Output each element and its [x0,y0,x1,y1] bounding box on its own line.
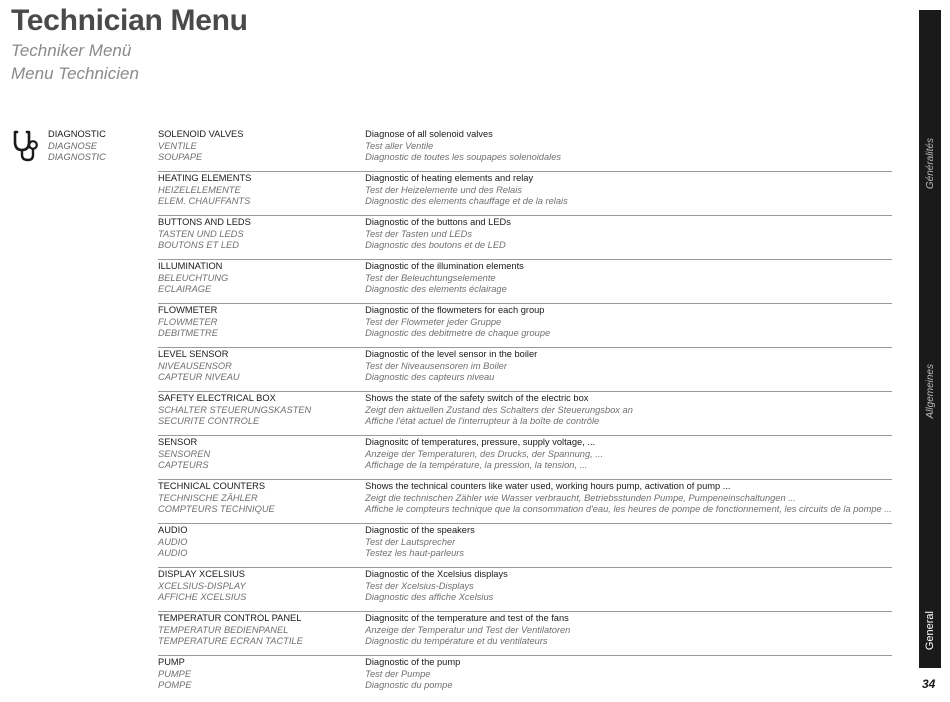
category-de: DIAGNOSE [48,140,98,151]
item-name-cell [158,260,365,304]
item-description-fr: Diagnostic des affiche Xcelsius [365,592,494,603]
item-description-de: Zeigt den aktuellen Zustand des Schalters der Steuerungsbox an [365,404,633,415]
table-row [158,524,892,568]
item-name-en: TECHNICAL COUNTERS [158,481,266,491]
item-description-en: Shows the technical counters like water used, working hours pump, activation of pump ... [365,481,731,491]
item-description-en: Diagnositc of the temperature and test of the fans [365,613,569,623]
item-name-en: FLOWMETER [158,305,218,315]
item-description-cell [365,480,892,524]
item-name-en: SAFETY ELECTRICAL BOX [158,393,276,403]
item-name-en: DISPLAY XCELSIUS [158,569,245,579]
item-description-de: Zeigt die technischen Zähler wie Wasser verbraucht, Betriebsstunden Pumpe, Pumpeneinschaltungen ... [365,492,796,503]
item-name-en: SOLENOID VALVES [158,129,244,139]
item-name-fr: SOUPAPE [158,152,203,163]
item-name-en: AUDIO [158,525,188,535]
item-name-en: BUTTONS AND LEDS [158,217,251,227]
category-fr: DIAGNOSTIC [48,152,106,163]
item-name-en: TEMPERATUR CONTROL PANEL [158,613,302,623]
item-description-en: Shows the state of the safety switch of the electric box [365,393,589,403]
item-description-fr: Diagnostic des elements éclairage [365,284,507,295]
item-name-fr: POMPE [158,680,192,691]
table-row [158,656,892,700]
item-name-fr: BOUTONS ET LED [158,240,239,251]
table-row [158,260,892,304]
item-description-en: Diagnose of all solenoid valves [365,129,493,139]
item-description-en: Diagnostic of the flowmeters for each group [365,305,545,315]
item-name-cell [158,392,365,436]
item-name-fr: COMPTEURS TECHNIQUE [158,504,275,515]
item-name-fr: CAPTEURS [158,460,209,471]
item-description-en: Diagnostic of heating elements and relay [365,173,534,183]
item-name-de: NIVEAUSENSOR [158,360,232,371]
item-name-cell [158,568,365,612]
item-description-cell [365,524,892,568]
item-name-cell [158,656,365,700]
item-description-cell [365,612,892,656]
table-row [158,568,892,612]
item-name-de: PUMPE [158,668,192,679]
item-description-fr: Diagnostic des debitmetre de chaque groupe [365,328,551,339]
item-description-en: Diagnostic of the level sensor in the boiler [365,349,538,359]
item-name-en: SENSOR [158,437,198,447]
item-description-cell [365,392,892,436]
item-name-cell [158,480,365,524]
item-description-fr: Testez les haut-parleurs [365,548,465,559]
item-name-de: AUDIO [158,536,188,547]
item-name-en: HEATING ELEMENTS [158,173,252,183]
item-description-de: Test der Xcelsius-Displays [365,580,474,591]
page-subtitle-fr: Menu Technicien [11,64,139,83]
item-description-fr: Diagnostic des boutons et de LED [365,240,506,251]
item-description-de: Test der Niveausensoren im Boiler [365,360,507,371]
item-description-de: Test der Beleuchtungselemente [365,272,496,283]
item-description-en: Diagnostic of the speakers [365,525,475,535]
page-number: 34 [922,677,936,691]
stethoscope-icon [13,130,41,162]
item-description-en: Diagnostic of the pump [365,657,461,667]
item-description-de: Test aller Ventile [365,140,434,151]
item-description-de: Test der Heizelemente und des Relais [365,184,522,195]
item-description-cell [365,172,892,216]
item-description-en: Diagnostic of the buttons and LEDs [365,217,511,227]
sidebar-label-fr: Généralités [924,138,936,190]
table-row [158,348,892,392]
item-description-de: Test der Flowmeter jeder Gruppe [365,316,502,327]
item-name-de: SENSOREN [158,448,211,459]
item-name-de: SCHALTER STEUERUNGSKASTEN [158,404,312,415]
item-description-en: Diagnostic of the illumination elements [365,261,524,271]
sidebar-label-de: Allgemeines [924,364,936,419]
item-name-fr: AFFICHE XCELSIUS [158,592,247,603]
item-name-cell [158,348,365,392]
item-description-cell [365,128,892,172]
page-title: Technician Menu [11,4,248,37]
item-description-fr: Diagnostic des elements chauffage et de la relais [365,196,568,207]
sidebar-label-en: General [924,611,936,651]
item-name-de: BELEUCHTUNG [158,272,229,283]
item-name-fr: DEBITMETRE [158,328,218,339]
item-name-cell [158,172,365,216]
item-description-de: Anzeige der Temperaturen, des Drucks, der Spannung, ... [365,448,604,459]
item-description-fr: Diagnostic du température et du ventilateurs [365,636,548,647]
item-name-de: HEIZELELEMENTE [158,184,241,195]
item-name-fr: ELEM. CHAUFFANTS [158,196,251,207]
category-en: DIAGNOSTIC [48,129,106,139]
item-name-cell [158,524,365,568]
item-description-en: Diagnostic of the Xcelsius displays [365,569,508,579]
item-name-fr: ECLAIRAGE [158,284,212,295]
table-row [158,392,892,436]
item-name-cell [158,128,365,172]
table-row [158,480,892,524]
item-description-fr: Diagnostic des capteurs niveau [365,372,495,383]
item-description-cell [365,260,892,304]
item-name-cell [158,304,365,348]
category-label [48,129,106,164]
item-description-fr: Affichage de la température, la pression, la tension, ... [365,460,588,471]
item-description-de: Test der Lautsprecher [365,536,456,547]
item-name-en: PUMP [158,657,185,667]
item-description-fr: Affiche le compteurs technique que la consommation d'eau, les heures de pompe de fonctionnement, les circuits de la pompe ... [365,504,892,515]
page-subtitle-de: Techniker Menü [11,41,132,60]
item-description-de: Test der Pumpe [365,668,431,679]
item-description-cell [365,436,892,480]
item-name-fr: TEMPERATURE ECRAN TACTILE [158,636,303,647]
item-description-cell [365,216,892,260]
item-description-cell [365,348,892,392]
item-name-de: VENTILE [158,140,197,151]
item-description-fr: Diagnostic de toutes les soupapes solenoidales [365,152,562,163]
item-name-en: ILLUMINATION [158,261,223,271]
table-row [158,436,892,480]
item-name-cell [158,612,365,656]
item-name-de: TASTEN UND LEDS [158,228,244,239]
item-name-de: TECHNISCHE ZÄHLER [158,492,258,503]
item-name-fr: SECURITE CONTROLE [158,416,260,427]
item-description-fr: Affiche l'état actuel de l'interrupteur à la boîte de contrôle [365,416,600,427]
menu-items-table [158,128,892,699]
item-name-fr: AUDIO [158,548,188,559]
item-name-en: LEVEL SENSOR [158,349,229,359]
item-description-de: Anzeige der Temperatur und Test der Ventilatoren [365,624,571,635]
item-name-cell [158,436,365,480]
item-description-cell [365,304,892,348]
item-name-de: XCELSIUS-DISPLAY [158,580,246,591]
item-description-cell [365,656,892,700]
table-row [158,172,892,216]
table-row [158,304,892,348]
section-sidebar [919,10,941,668]
item-name-de: FLOWMETER [158,316,218,327]
item-description-de: Test der Tasten und LEDs [365,228,472,239]
item-description-en: Diagnositc of temperatures, pressure, supply voltage, ... [365,437,596,447]
table-row [158,216,892,260]
item-description-fr: Diagnostic du pompe [365,680,453,691]
item-name-cell [158,216,365,260]
table-row [158,128,892,172]
item-description-cell [365,568,892,612]
table-row [158,612,892,656]
item-name-fr: CAPTEUR NIVEAU [158,372,240,383]
item-name-de: TEMPERATUR BEDIENPANEL [158,624,289,635]
